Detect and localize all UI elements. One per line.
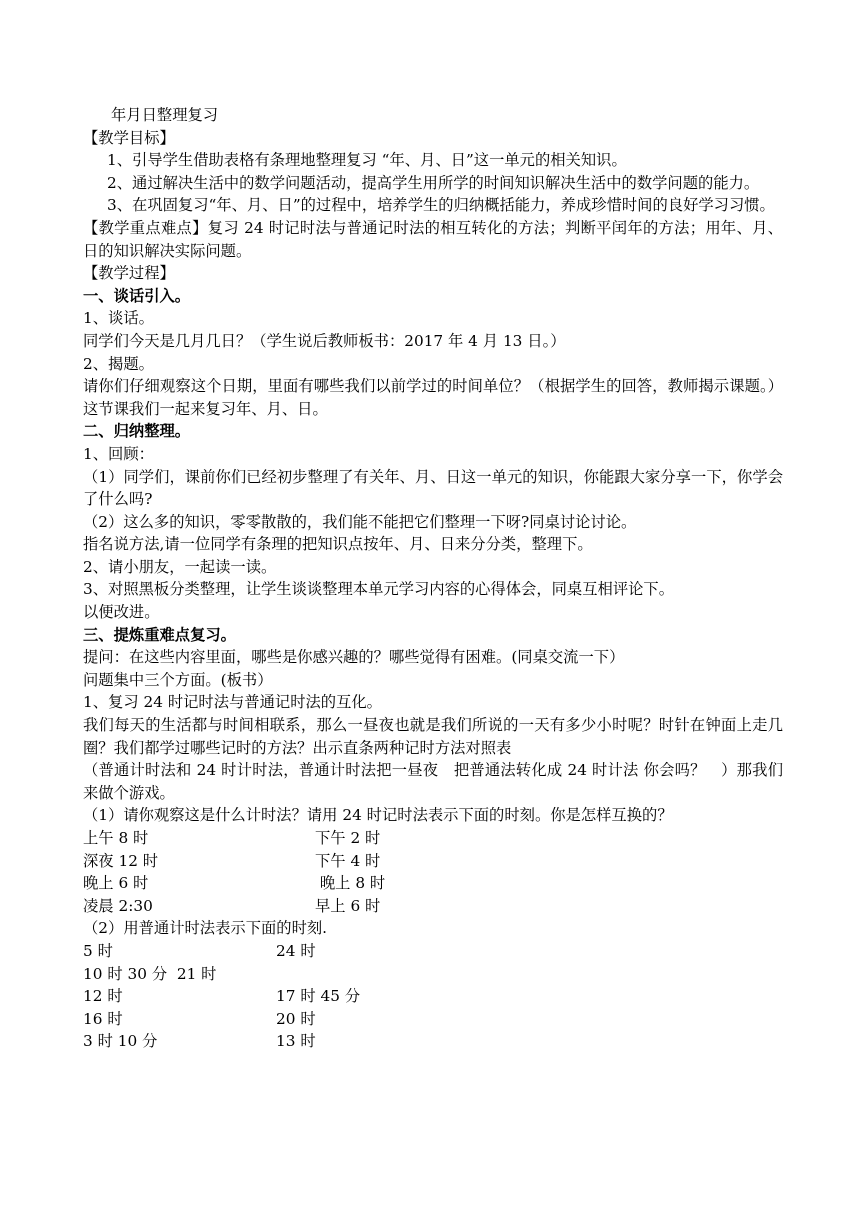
paragraph: 3、对照黑板分类整理，让学生谈谈整理本单元学习内容的心得体会，同桌互相评论下。 [83, 580, 675, 599]
paragraph: 1、回顾： [83, 444, 154, 463]
objectives-heading: 【教学目标】 [83, 128, 175, 147]
section-heading: 一、谈话引入。 [83, 286, 191, 305]
paragraph: 2、揭题。 [83, 354, 154, 373]
table-cell: 晚上 6 时 [83, 874, 149, 893]
keypoints-paragraph [83, 217, 783, 262]
paragraph: 同学们今天是几月几日？（学生说后教师板书：2017 年 4 月 13 日。） [83, 331, 566, 350]
document-title: 年月日整理复习 [111, 106, 219, 124]
objective-item: 3、在巩固复习“年、月、日”的过程中，培养学生的归纳概括能力，养成珍惜时间的良好学习习惯。 [107, 196, 775, 215]
table-cell: 晚上 8 时 [315, 874, 386, 893]
table-cell: 16 时 [83, 1009, 123, 1028]
table-cell: 24 时 [276, 941, 316, 960]
table-row [83, 1008, 783, 1031]
table-row [83, 850, 783, 873]
table-cell: 20 时 [276, 1009, 316, 1028]
keypoints-heading: 【教学重点难点】 [83, 218, 208, 237]
paragraph: 指名说方法,请一位同学有条理的把知识点按年、月、日来分分类，整理下。 [83, 535, 593, 554]
table-cell: 下午 4 时 [315, 851, 381, 870]
table-cell: 下午 2 时 [315, 829, 381, 847]
table-cell: 17 时 45 分 [276, 987, 361, 1006]
paragraph: （1）同学们，课前你们已经初步整理了有关年、月、日这一单元的知识，你能跟大家分享一下，你学会了什么吗? [83, 467, 783, 509]
document-page [83, 104, 783, 1053]
table-cell: 13 时 [276, 1032, 316, 1051]
keypoints-text: 复习 24 时记时法与普通记时法的相互转化的方法；判断平闰年的方法；用年、月、日的知识解决实际问题。 [83, 218, 783, 260]
paragraph: （1）请你观察这是什么计时法？请用 24 时记时法表示下面的时刻。你是怎样互换的？ [83, 806, 673, 825]
table-row [83, 827, 783, 850]
table-row [83, 985, 783, 1008]
paragraph: （普通计时法和 24 时计时法，普通计时法把一昼夜 把普通法转化成 24 时计法 你会吗？ ）那我们来做个游戏。 [83, 761, 783, 802]
section-heading: 三、提炼重难点复习。 [83, 625, 236, 644]
table-cell: 凌晨 2:30 [83, 896, 153, 915]
objective-item: 2、通过解决生活中的数学问题活动，提高学生用所学的时间知识解决生活中的数学问题的能力。 [107, 173, 760, 192]
table-cell: 5 时 [83, 941, 113, 960]
process-heading: 【教学过程】 [83, 264, 175, 283]
paragraph: 以便改进。 [83, 603, 160, 622]
table-cell: 12 时 [83, 987, 123, 1006]
section-heading: 二、归纳整理。 [83, 422, 191, 441]
paragraph: 2、请小朋友，一起读一读。 [83, 557, 277, 576]
table-cell: 上午 8 时 [83, 829, 149, 847]
time-conversion-table-1 [83, 827, 783, 917]
paragraph: 提问：在这些内容里面，哪些是你感兴趣的？哪些觉得有困难。(同桌交流一下） [83, 648, 625, 667]
paragraph: （2）这么多的知识，零零散散的，我们能不能把它们整理一下呀?同桌讨论讨论。 [83, 512, 637, 531]
paragraph: 1、谈话。 [83, 309, 154, 328]
paragraph: （2）用普通计时法表示下面的时刻. [83, 919, 328, 938]
table-row [83, 872, 783, 895]
table-cell: 深夜 12 时 [83, 851, 159, 870]
table-row [83, 895, 783, 918]
table-row [83, 1030, 783, 1053]
table-row [83, 963, 783, 986]
paragraph: 1、复习 24 时记时法与普通记时法的互化。 [83, 693, 382, 712]
paragraph: 问题集中三个方面。(板书） [83, 670, 273, 689]
table-row [83, 940, 783, 963]
paragraph: 请你们仔细观察这个日期，里面有哪些我们以前学过的时间单位？（根据学生的回答，教师揭示课题。）这节课我们一起来复习年、月、日。 [83, 377, 783, 418]
table-cell: 早上 6 时 [315, 896, 381, 915]
table-cell: 10 时 30 分 21 时 [83, 964, 217, 983]
objective-item: 1、引导学生借助表格有条理地整理复习 “年、月、日”这一单元的相关知识。 [107, 151, 627, 170]
paragraph: 我们每天的生活都与时间相联系，那么一昼夜也就是我们所说的一天有多少小时呢？时针在钟面上走几圈？我们都学过哪些记时的方法？出示直条两种记时方法对照表 [83, 716, 783, 757]
table-cell: 3 时 10 分 [83, 1032, 158, 1051]
time-conversion-table-2 [83, 940, 783, 1053]
